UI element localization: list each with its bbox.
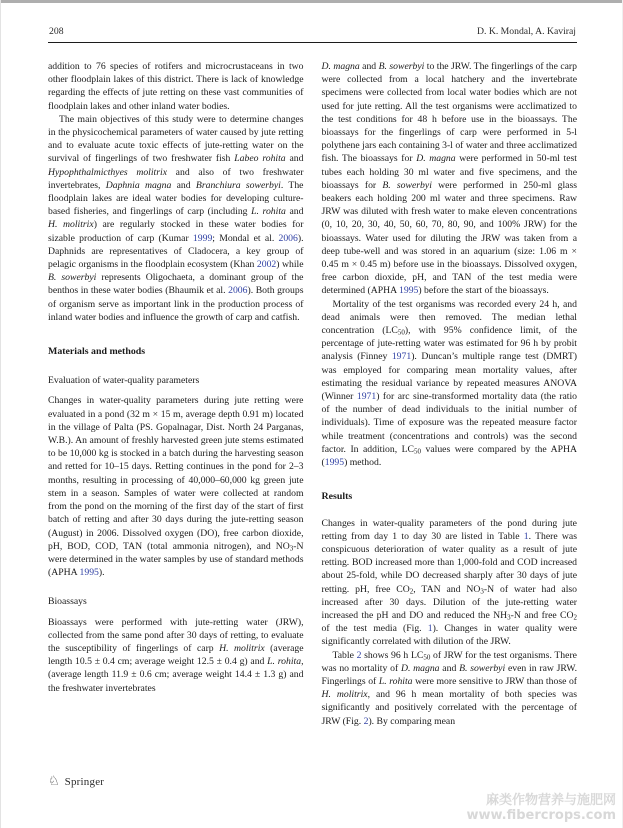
subscript-text: 3 xyxy=(289,544,294,553)
species-name-italic: L. rohita xyxy=(378,675,413,687)
watermark-chinese-text: 麻类作物营养与施肥网 xyxy=(485,793,616,808)
paragraph: Table 2 shows 96 h LC50 of JRW for the test organisms. There was no mortality of D. magna and B. sowerbyi even in raw JRW. Fingerlings of L. rohita were more sensitive to JRW than those of H. molitrix, and 96 h mean mortality of both species was significantly and positively correlated with the percentage of JRW (Fig. 2). By comparing mean xyxy=(321,649,578,727)
left-column xyxy=(48,60,304,728)
section-heading: Materials and methods xyxy=(48,346,146,358)
citation-link[interactable]: 1 xyxy=(523,530,529,542)
citation-link[interactable]: 1995 xyxy=(79,567,99,579)
citation-link[interactable]: 2006 xyxy=(278,232,298,244)
species-name-italic: Hypophthalmicthyes molitrix xyxy=(48,166,167,178)
citation-link[interactable]: 1995 xyxy=(324,457,345,469)
species-name-italic: Branchiura sowerbyi xyxy=(195,179,281,191)
paragraph: addition to 76 species of rotifers and microcrustaceans in two other floodplain lakes of this district. There is lack of knowledge regarding the effects of jute retting on these vast communities of floodplain lakes and other inland water bodies. xyxy=(48,61,304,112)
page-number: 208 xyxy=(49,26,64,37)
species-name-italic: B. sowerbyi xyxy=(48,272,97,284)
species-name-italic: L. rohita xyxy=(251,206,286,218)
springer-logo-icon: ♘ xyxy=(48,774,60,789)
paragraph: Changes in water-quality parameters during jute retting were evaluated in a pond (32 m × 15 m, average depth 0.91 m) located in the village of Palta (PS. Gopalnagar, Dist. North 24 Parganas, W.B.). An amount of freshly harvested green jute stems estimated to be 10,000 kg is stocked in a batch during the harvesting season and retted for 10–15 days. Retting continues in the pond for 2–3 months, resulting in processing of 40,000–60,000 kg green jute stem in a season. Samples of water were collected at random from the pond on the morning of the first day of the start of first batch of retting and after 30 days during the jute-retting season (August) in 2006. Dissolved oxygen (DO), free carbon dioxide, pH, BOD, COD, TAN (total ammonia nitrogen), and NO3-N were determined in the water samples by use of standard methods (APHA 1995). xyxy=(48,395,304,579)
species-name-italic: H. molitrix xyxy=(321,689,368,701)
species-name-italic: Labeo rohita xyxy=(234,153,286,165)
header-rule xyxy=(48,42,577,43)
citation-link[interactable]: 1971 xyxy=(391,351,412,363)
species-name-italic: H. molitrix xyxy=(219,642,265,654)
subsection-heading: Evaluation of water-quality parameters xyxy=(48,375,200,387)
right-column xyxy=(322,60,578,728)
page-content xyxy=(1,3,622,728)
subscript-text: 2 xyxy=(409,587,414,596)
paragraph: Mortality of the test organisms was recorded every 24 h, and dead animals were then removed. The median lethal concentration (LC50), with 95% confidence limit, of the percentage of jute-retting water was estimated for 96 h by probit analysis (Finney 1971). Duncan’s multiple range test (DMRT) was employed for comparing mean mortality values, after estimating the residual variance by repeated measures ANOVA (Winner 1971) for arc sine-transformed mortality data (the ratio of the number of dead individuals to the initial number of individuals). Time of exposure was the repeated measure factor while treatment (concentrations and controls) was the second factor. In addition, LC50 values were compared by the APHA (1995) method. xyxy=(321,298,578,469)
page-header xyxy=(48,26,577,42)
citation-link[interactable]: 1999 xyxy=(192,232,213,244)
species-name-italic: B. sowerbyi xyxy=(378,61,425,72)
subsection-heading: Bioassays xyxy=(48,596,87,608)
citation-link[interactable]: 1971 xyxy=(356,391,377,403)
subscript-text: 2 xyxy=(573,613,578,622)
species-name-italic: D. magna xyxy=(321,61,360,72)
species-name-italic: D. magna xyxy=(400,662,440,674)
two-column-body xyxy=(48,60,577,728)
species-name-italic: L. rohita xyxy=(267,656,302,668)
watermark xyxy=(466,793,616,823)
running-authors: D. K. Mondal, A. Kaviraj xyxy=(476,26,576,37)
watermark-url: www.fibercrops.com xyxy=(466,808,616,823)
paragraph: Changes in water-quality parameters of the pond during jute retting from day 1 to day 30 are listed in Table 1. There was conspicuous deterioration of water quality as a result of jute retting. BOD increased more than 1,000-fold and COD increased about 25-fold, while DO decreased sharply after 30 days of jute retting. pH, free CO2, TAN and NO3-N of water had also increased after 30 days. Dilution of the jute-retting water increased the pH and DO and reduced the NH3-N and free CO2 of the test media (Fig. 1). Changes in water quality were significantly correlated with dilution of the JRW. xyxy=(321,517,578,648)
paragraph: The main objectives of this study were to determine changes in the physicochemical parameters of water caused by jute retting and to evaluate acute toxic effects of jute-retting water on the survival of fingerlings of two freshwater fish Labeo rohita and Hypophthalmicthyes molitrix and also of two freshwater invertebrates, Daphnia magna and Branchiura sowerbyi. The floodplain lakes are ideal water bodies for developing culture-based fisheries, and fingerlings of carp (including L. rohita and H. molitrix) are regularly stocked in these water bodies for sizable production of carp (Kumar 1999; Mondal et al. 2006). Daphnids are representatives of Cladocera, a key group of pelagic organisms in the floodplain ecosystem (Khan 2002) while B. sowerbyi represents Oligochaeta, a dominant group of the benthos in these water bodies (Bhaumik et al. 2006). Both groups of organism serve as important link in the production process of inland water bodies and influence the growth of carp and catfish. xyxy=(48,113,304,323)
subscript-text: 50 xyxy=(397,328,405,337)
species-name-italic: Daphnia magna xyxy=(105,179,172,191)
subscript-text: 50 xyxy=(414,447,422,456)
species-name-italic: D. magna xyxy=(416,153,456,165)
species-name-italic: B. sowerbyi xyxy=(459,662,506,674)
citation-link[interactable]: 1 xyxy=(427,623,433,635)
citation-link[interactable]: 1995 xyxy=(399,285,419,297)
section-heading: Results xyxy=(321,491,353,503)
citation-link[interactable]: 2002 xyxy=(256,259,277,271)
publisher-footer xyxy=(48,775,104,788)
paragraph: D. magna and B. sowerbyi to the JRW. The fingerlings of the carp were collected from a local hatchery and the invertebrate specimens were collected from local water bodies which are not used for jute retting. All the test organisms were acclimatized to the test conditions for 48 h before use in the bioassays. The bioassays for the fingerlings of carp were performed in 5-l polythene jars each containing 3-l of water and three acclimatized fish. The bioassays for D. magna were performed in 50-ml test tubes each holding 30 ml water and five specimens, and the bioassays for B. sowerbyi were performed in 250-ml glass beakers each holding 200 ml water and three specimens. Raw JRW was diluted with fresh water to make eleven concentrations (0, 10, 20, 30, 40, 50, 60, 70, 80, 90, and 100% JRW) for the bioassays. Water used for diluting the JRW was taken from a deep tube-well and was stored in an aquarium (size: 1.06 m × 0.45 m × 0.45 m) before use in the bioassays. Dissolved oxygen, free carbon dioxide, pH, and TAN of the test media were determined (APHA 1995) before the start of the bioassays. xyxy=(321,61,577,297)
citation-link[interactable]: 2 xyxy=(363,715,369,727)
species-name-italic: B. sowerbyi xyxy=(382,179,432,191)
citation-link[interactable]: 2 xyxy=(356,649,362,661)
subscript-text: 3 xyxy=(507,613,511,622)
species-name-italic: H. molitrix xyxy=(48,219,94,231)
publisher-name: Springer xyxy=(64,775,105,788)
subscript-text: 50 xyxy=(423,653,431,662)
paragraph: Bioassays were performed with jute-retting water (JRW), collected from the same pond after 30 days of retting, to evaluate the susceptibility of fingerlings of carp H. molitrix (average length 10.5 ± 0.4 cm; average weight 12.5 ± 0.4 g) and L. rohita, (average length 11.9 ± 0.6 cm; average weight 14.4 ± 1.3 g) and the freshwater invertebrates xyxy=(48,616,304,694)
subscript-text: 3 xyxy=(480,587,484,596)
citation-link[interactable]: 2006 xyxy=(228,285,248,297)
